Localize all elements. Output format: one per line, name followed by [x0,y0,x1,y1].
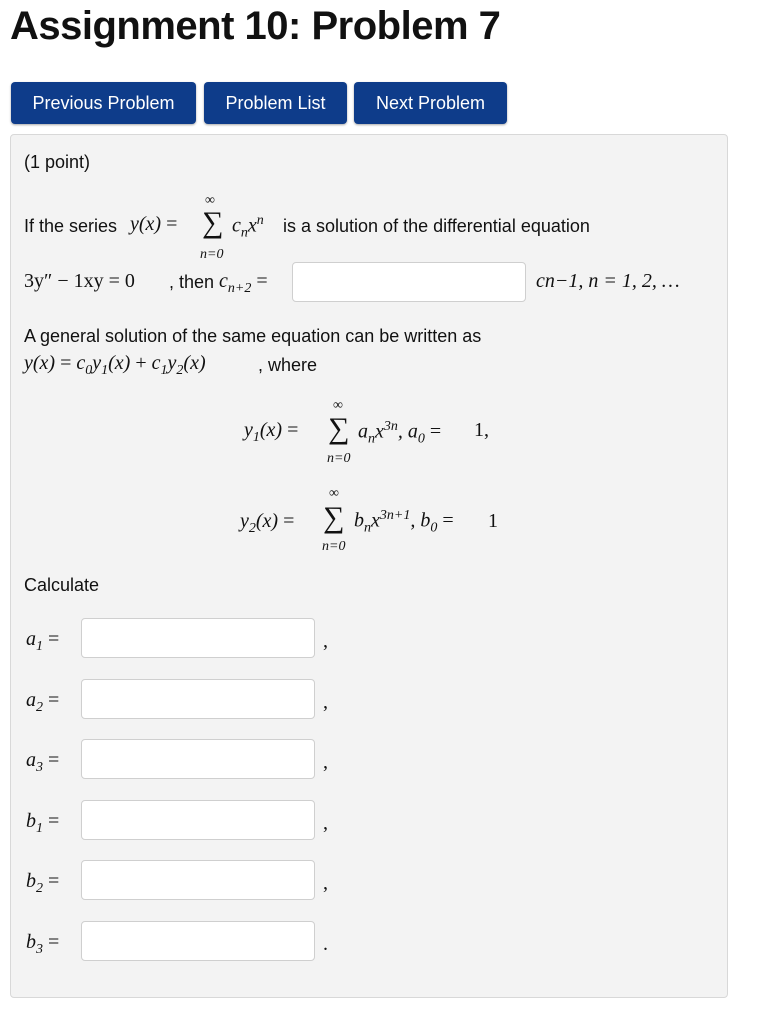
a2-input[interactable] [81,679,315,719]
y2-upper-limit: ∞ [329,486,339,501]
series-sigma: ∑ [202,206,224,239]
calculate-label: Calculate [24,575,100,595]
b3-input[interactable] [81,921,315,961]
page-title: Assignment 10: Problem 7 [10,4,501,48]
a3-punct: , [323,751,328,773]
b1-label: $b_1$ = [26,810,60,836]
general-solution-text: A general solution of the same equation can be written as [24,326,482,346]
b2-label: $b_2$ = [26,870,60,896]
y1-term: $a_nx^{3n}$, $a_0$ = [358,419,442,447]
b2-punct: , [323,872,328,894]
y1-lhs: $y_1(x)$ = [244,419,299,445]
series-lhs: y(x) = [130,213,178,235]
a1-punct: , [323,630,328,652]
a2-punct: , [323,691,328,713]
recurrence-tail: cn−1, n = 1, 2, … [536,270,680,292]
b1-input[interactable] [81,800,315,840]
y2-lhs: $y_2(x)$ = [240,510,295,536]
series-term: $c_nx^n$ [232,213,264,241]
y1-lower-limit: n=0 [327,451,351,466]
ode-equation: 3y″ − 1xy = 0 [24,270,135,292]
b1-punct: , [323,812,328,834]
a0-number: 1 [474,419,484,441]
y2-sigma: ∑ [323,501,345,534]
recurrence-lhs: $c_{n+2}$ = [219,270,268,296]
problem-list-button[interactable]: Problem List [204,82,347,124]
solution-text: is a solution of the differential equation [283,216,590,236]
y2-term: $b_nx^{3n+1}$, $b_0$ = [354,508,454,536]
y1-sigma: ∑ [328,412,350,445]
a2-label: $a_2$ = [26,689,60,715]
a1-input[interactable] [81,618,315,658]
y2-lower-limit: n=0 [322,539,346,554]
b3-punct: . [323,933,328,955]
series-lower-limit: n=0 [200,247,224,262]
a0-value: 1, [474,419,489,441]
series-upper-limit: ∞ [205,193,215,208]
b3-label: $b_3$ = [26,931,60,957]
point-value: (1 point) [24,152,91,172]
a3-label: $a_3$ = [26,749,60,775]
y1-upper-limit: ∞ [333,398,343,413]
a3-input[interactable] [81,739,315,779]
previous-problem-button[interactable]: Previous Problem [11,82,196,124]
b2-input[interactable] [81,860,315,900]
general-solution-formula: $y(x) = c_0y_1(x) + c_1y_2(x)$ [24,352,206,378]
where-text: , where [258,355,318,375]
b0-value: 1 [488,510,498,532]
series-intro-text: If the series [24,216,118,236]
then-text: , then [169,272,215,292]
next-problem-button[interactable]: Next Problem [354,82,507,124]
a1-label: $a_1$ = [26,628,60,654]
recurrence-input[interactable] [292,262,526,302]
